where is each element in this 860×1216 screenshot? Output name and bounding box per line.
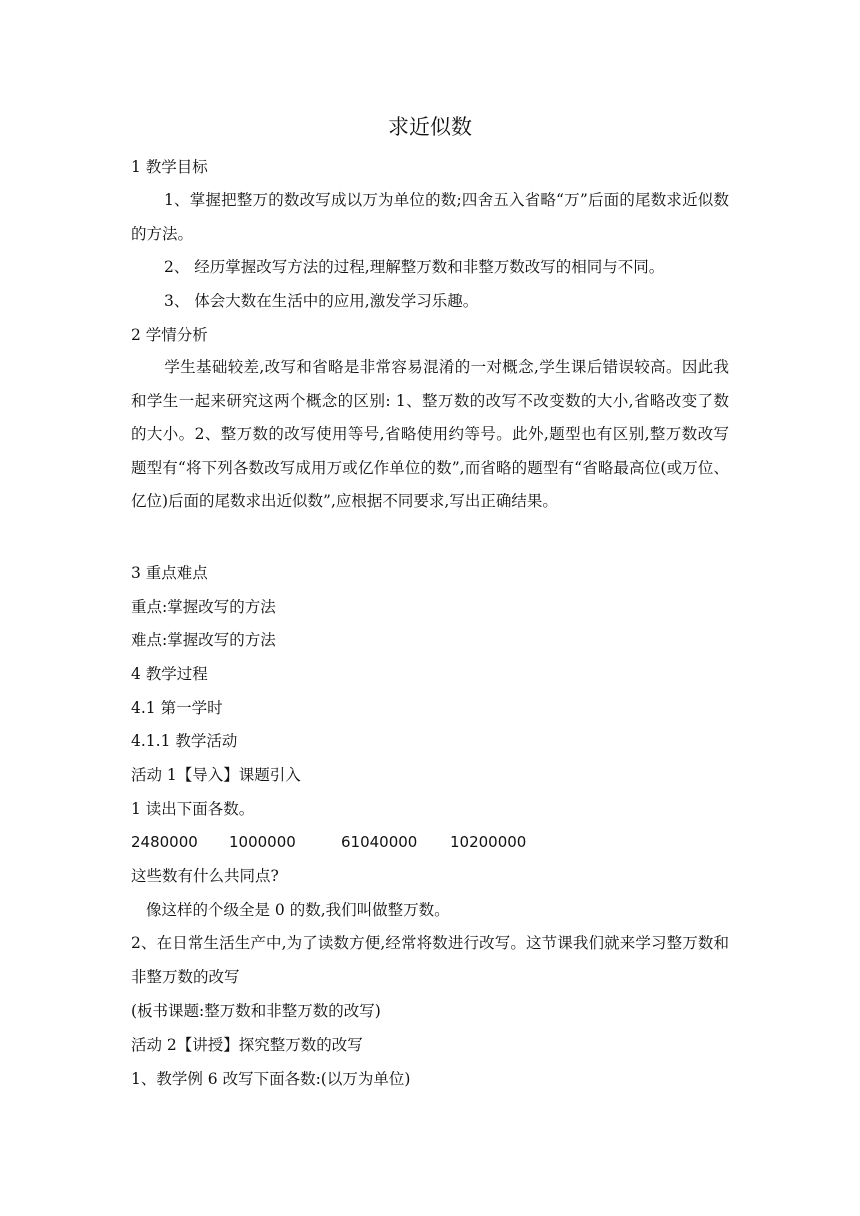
activity-2-question-1: 1、教学例 6 改写下面各数:(以万为单位) <box>131 1070 411 1088</box>
board-title-note: (板书课题:整万数和非整万数的改写) <box>131 1002 381 1020</box>
activity-1-question-2: 2、在日常生活生产中,为了读数方便,经常将数进行改写。这节课我们就来学习整万数和非整万数的改写 <box>131 934 729 986</box>
key-point: 重点:掌握改写的方法 <box>131 598 276 616</box>
section-heading-key-points: 3 重点难点 <box>131 564 208 582</box>
subsection-heading-lesson-1: 4.1 第一学时 <box>131 699 223 717</box>
objective-item-1: 1、掌握把整万的数改写成以万为单位的数;四舍五入省略“万”后面的尾数求近似数的方法。 <box>131 191 729 243</box>
section-heading-process: 4 教学过程 <box>131 665 208 683</box>
document-title: 求近似数 <box>388 115 472 139</box>
section-heading-analysis: 2 学情分析 <box>131 326 208 344</box>
difficulty-point: 难点:掌握改写的方法 <box>131 631 276 649</box>
analysis-paragraph: 学生基础较差,改写和省略是非常容易混淆的一对概念,学生课后错误较高。因此我和学生一起来研究这两个概念的区别: 1、整万数的改写不改变数的大小,省略改变了数的大小。2、整万数的改写使用等号,省略使用约等号。此外,题型也有区别,整万数改写题型有“将下列各数改写成用万或亿作单位的数”,而省略的题型有“省略最高位(或万位、亿位)后面的尾数求出近似数”,应根据不同要求,写出正确结果。 <box>131 358 729 510</box>
number-item: 10200000 <box>450 833 527 851</box>
objective-item-2: 2、 经历掌握改写方法的过程,理解整万数和非整万数改写的相同与不同。 <box>164 258 665 276</box>
objective-item-3: 3、 体会大数在生活中的应用,激发学习乐趣。 <box>164 292 479 310</box>
number-item: 61040000 <box>341 833 418 851</box>
activity-1-answer: 像这样的个级全是 0 的数,我们叫做整万数。 <box>146 901 450 919</box>
section-heading-objectives: 1 教学目标 <box>131 158 208 176</box>
activity-1-common-question: 这些数有什么共同点? <box>131 867 279 885</box>
activity-2-heading: 活动 2【讲授】探究整万数的改写 <box>131 1036 363 1054</box>
activity-1-question-1: 1 读出下面各数。 <box>131 800 255 818</box>
activity-1-heading: 活动 1【导入】课题引入 <box>131 766 301 784</box>
number-item: 2480000 <box>131 833 198 851</box>
number-item: 1000000 <box>229 833 296 851</box>
subsection-heading-activities: 4.1.1 教学活动 <box>131 732 238 750</box>
